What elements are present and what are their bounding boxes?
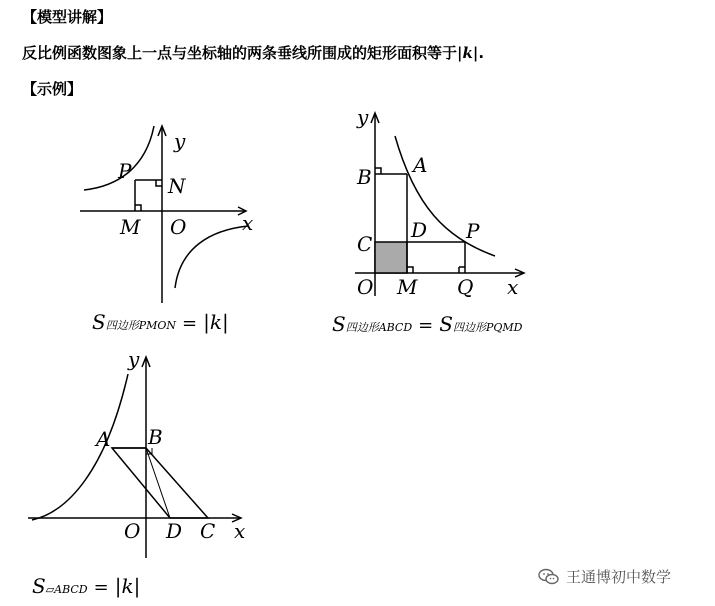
point-P-label: P	[118, 159, 132, 183]
y-axis-label: y	[174, 129, 186, 153]
figure-3-parallelogram	[28, 347, 260, 560]
formula-1: S四边形PMON = |k|	[92, 310, 229, 334]
theorem-statement	[22, 42, 484, 63]
y-axis-label: y	[128, 347, 140, 371]
point-A-label: A	[96, 427, 111, 451]
parallelogram-ABCD	[112, 448, 208, 518]
wechat-icon	[538, 568, 560, 586]
hyperbola-branch-2	[32, 374, 128, 520]
statement-text: 反比例函数图象上一点与坐标轴的两条垂线所围成的矩形面积等于	[22, 44, 458, 62]
figure-1-hyperbola-rectangle	[70, 118, 270, 308]
point-Q-label: Q	[457, 275, 474, 299]
point-A-label: A	[413, 153, 428, 177]
point-M-label: M	[397, 275, 418, 299]
origin-label: O	[357, 275, 374, 299]
section-heading-model: 【模型讲解】	[22, 8, 113, 26]
point-B-label: B	[357, 165, 372, 189]
formula-3: S▱ABCD = |k|	[32, 574, 141, 598]
x-axis-label: x	[234, 519, 246, 543]
watermark-text: 王通博初中数学	[566, 568, 672, 586]
y-axis-label: y	[357, 105, 369, 129]
formula-2: S四边形ABCD = S四边形PQMD	[332, 312, 523, 336]
point-C-label: C	[200, 519, 216, 543]
x-axis-label: x	[507, 275, 519, 299]
point-B-label: B	[148, 425, 163, 449]
point-M-label: M	[120, 215, 141, 239]
point-C-label: C	[357, 232, 373, 256]
watermark	[538, 566, 671, 587]
point-D-label: D	[166, 519, 183, 543]
point-D-label: D	[411, 218, 428, 242]
shaded-rectangle	[375, 242, 407, 273]
statement-abs-k: |k|	[457, 44, 479, 62]
point-P-label: P	[466, 219, 480, 243]
figure-2-two-rectangles	[335, 106, 535, 306]
section-heading-example: 【示例】	[22, 80, 83, 98]
point-N-label: N	[168, 174, 186, 198]
x-axis-label: x	[242, 211, 254, 235]
origin-label: O	[170, 215, 187, 239]
statement-end: .	[478, 44, 485, 62]
hyperbola-branch-1	[395, 136, 495, 256]
origin-label: O	[124, 519, 141, 543]
